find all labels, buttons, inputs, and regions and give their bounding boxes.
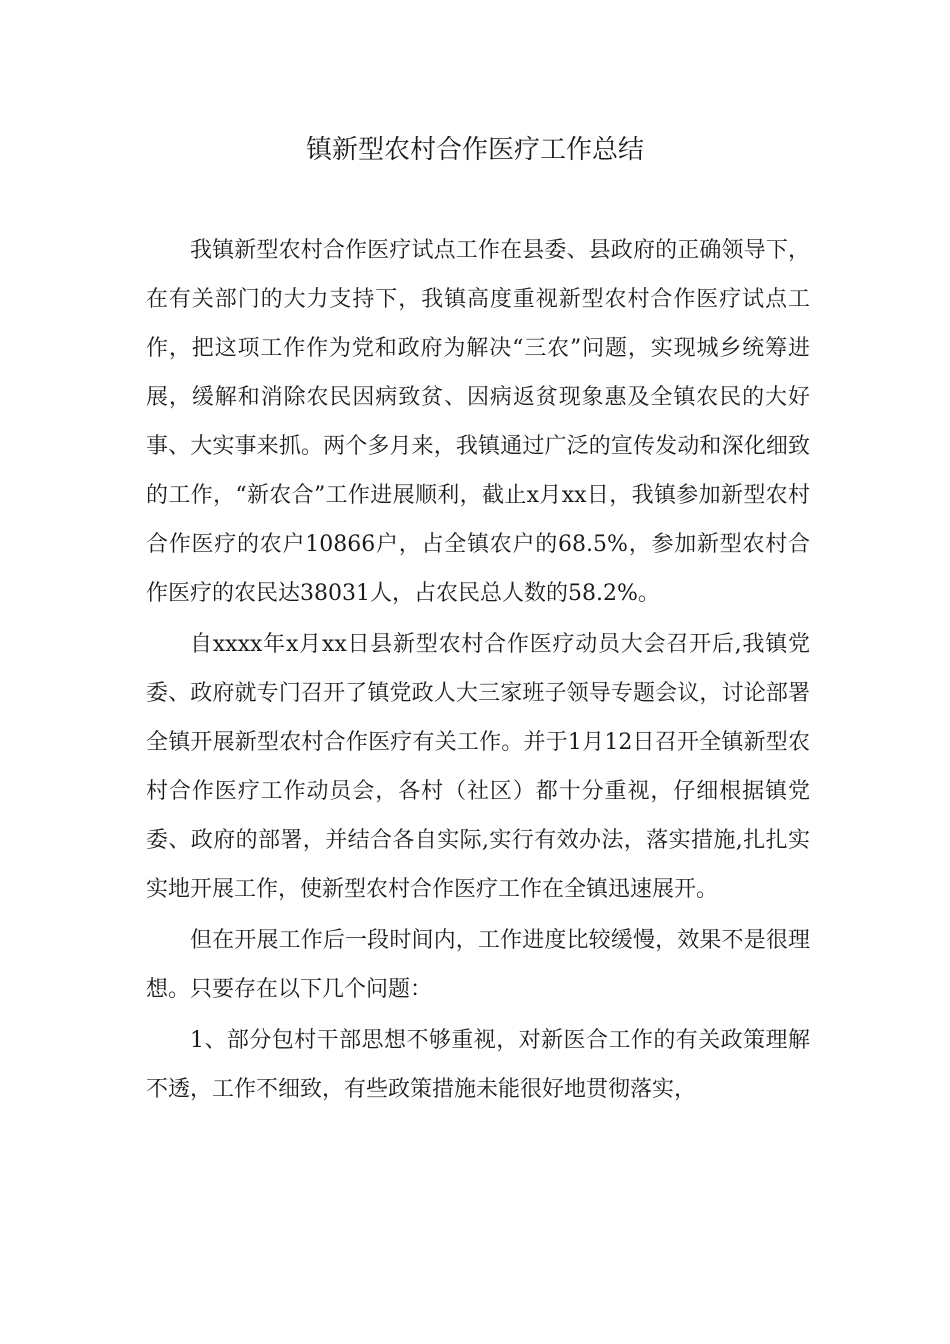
document-title: 镇新型农村合作医疗工作总结 — [305, 135, 644, 165]
document-body — [146, 226, 810, 1116]
paragraph-1: 我镇新型农村合作医疗试点工作在县委、县政府的正确领导下，在有关部门的大力支持下，我镇高度重视新型农村合作医疗试点工作，把这项工作作为党和政府为解决“三农”问题，实现城乡统筹进展，缓解和消除农民因病致贫、因病返贫现象惠及全镇农民的大好事、大实事来抓。两个多月来，我镇通过广泛的宣传发动和深化细致的工作，“新农合”工作进展顺利，截止x月xx日，我镇参加新型农村合作医疗的农户10866户，占全镇农户的68.5%，参加新型农村合作医疗的农民达38031人，占农民总人数的58.2%。 — [146, 238, 810, 606]
paragraph-3: 但在开展工作后一段时间内，工作进度比较缓慢，效果不是很理想。只要存在以下几个问题： — [146, 928, 810, 1002]
paragraph-4: 1、部分包村干部思想不够重视，对新医合工作的有关政策理解不透，工作不细致，有些政策措施未能很好地贯彻落实， — [146, 1028, 810, 1102]
paragraph-2: 自xxxx年x月xx日县新型农村合作医疗动员大会召开后,我镇党委、政府就专门召开了镇党政人大三家班子领导专题会议，讨论部署全镇开展新型农村合作医疗有关工作。并于1月12日召开全镇新型农村合作医疗工作动员会，各村（社区）都十分重视，仔细根据镇党委、政府的部署，并结合各自实际,实行有效办法，落实措施,扎扎实实地开展工作，使新型农村合作医疗工作在全镇迅速展开。 — [146, 632, 810, 902]
